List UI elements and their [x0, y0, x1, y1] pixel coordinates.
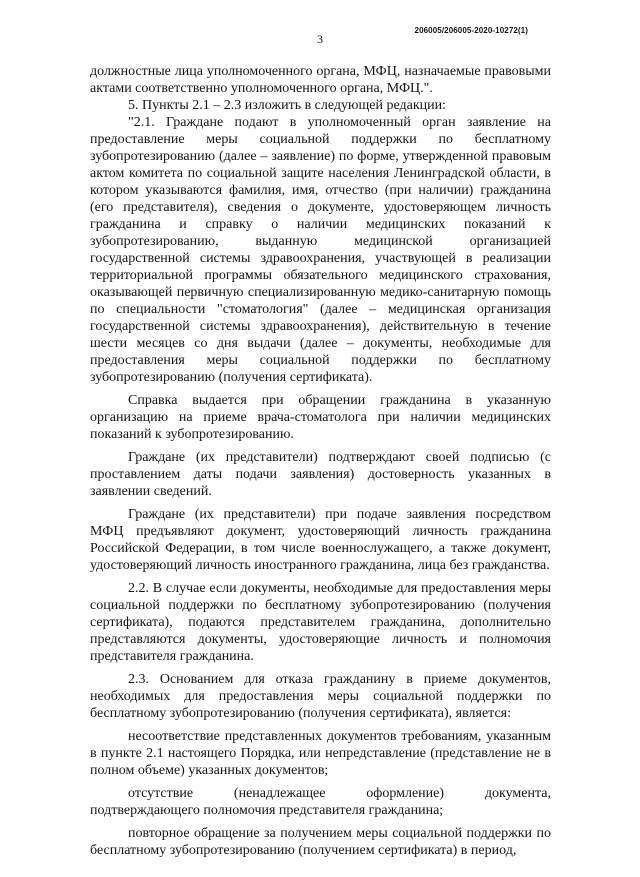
paragraph: 2.2. В случае если документы, необходимые для предоставления меры социальной поддержки по бесплатному зубопротезированию (получения сертификата), подаются представителем гражданина, дополнительно представляются документы, удостоверяющие личность и полномочия представителя гражданина.: [90, 581, 551, 664]
paragraph: повторное обращение за получением меры социальной поддержки по бесплатному зубопротезированию (получением сертификата) в период,: [90, 826, 551, 858]
paragraph: отсутствие (ненадлежащее оформление) документа, подтверждающего полномочия представителя гражданина;: [90, 786, 551, 818]
paragraph: 2.3. Основанием для отказа гражданину в приеме документов, необходимых для предоставления меры социальной поддержки по бесплатному зубопротезированию (получения сертификата), является:: [90, 672, 551, 721]
paragraph: Справка выдается при обращении гражданина в указанную организацию на приеме врача-стоматолога при наличии медицинских показаний к зубопротезированию.: [90, 393, 551, 442]
paragraph: Граждане (их представители) подтверждают своей подписью (с проставлением даты подачи заявления) достоверность указанных в заявлении сведений.: [90, 450, 551, 499]
document-body: [90, 63, 551, 859]
document-id: 206005/206005-2020-10272(1): [414, 26, 528, 35]
paragraph: несоответствие представленных документов требованиям, указанным в пункте 2.1 настоящего Порядка, или непредставление (представление не в полном объеме) указанных документов;: [90, 729, 551, 778]
paragraph: должностные лица уполномоченного органа, МФЦ, назначаемые правовыми актами соответственно уполномоченного органа, МФЦ.".: [90, 64, 551, 96]
page-number: 3: [317, 32, 323, 46]
paragraph: 5. Пункты 2.1 – 2.3 изложить в следующей редакции:: [128, 98, 447, 113]
paragraph: "2.1. Граждане подают в уполномоченный орган заявление на предоставление меры социальной поддержки по бесплатному зубопротезированию (далее – заявление) по форме, утвержденной правовым актом комитета по социальной защите населения Ленинградской области, в котором указываются фамилия, имя, отчество (при наличии) гражданина (его представителя), сведения о документе, удостоверяющем личность гражданина и справку о наличии медицинских показаний к зубопротезированию, выданную медицинской организацией государственной системы здравоохранения, участвующей в реализации территориальной программы обязательного медицинского страхования, оказывающей первичную специализированную медико-санитарную помощь по специальности "стоматология" (далее – медицинская организация государственной системы здравоохранения), действительную в течение шести месяцев со дня выдачи (далее – документы, необходимые для предоставления меры социальной поддержки по бесплатному зубопротезированию (получения сертификата).: [90, 115, 551, 385]
paragraph: Граждане (их представители) при подаче заявления посредством МФЦ предъявляют документ, удостоверяющий личность гражданина Российской Федерации, в том числе военнослужащего, а также документ, удостоверяющий личность иностранного гражданина, лица без гражданства.: [90, 507, 551, 573]
